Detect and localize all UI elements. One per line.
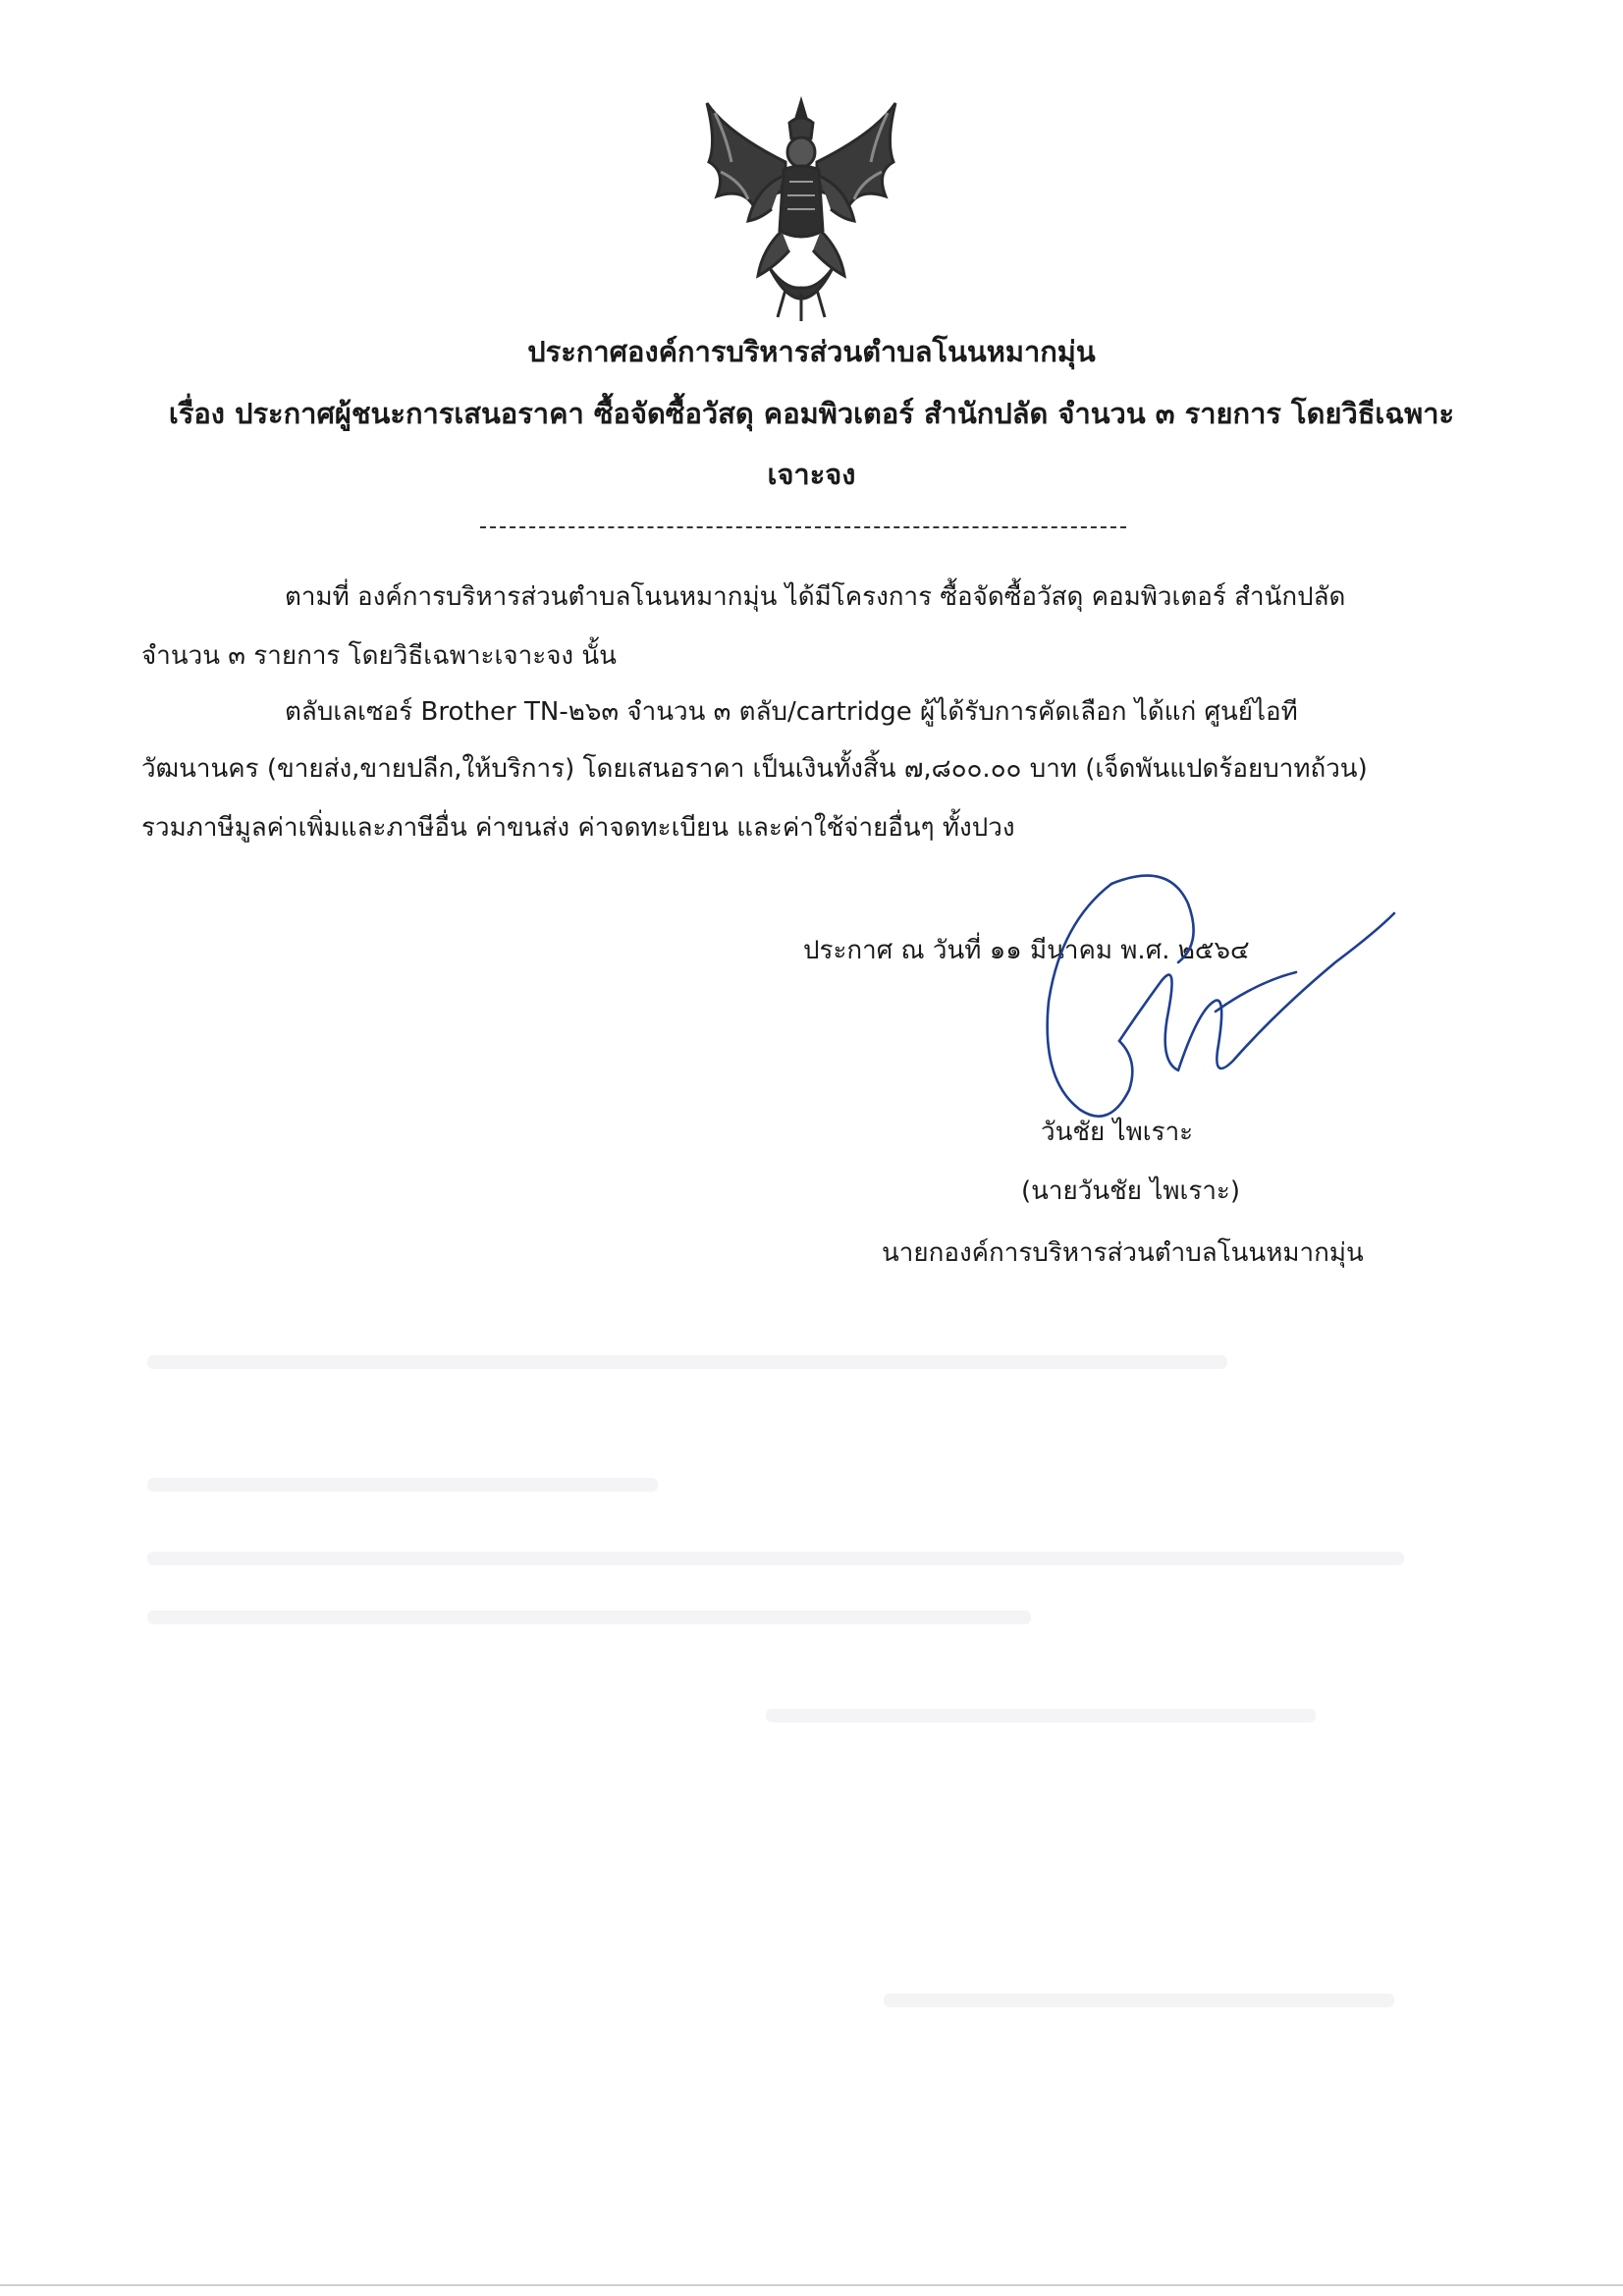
- handwritten-signature: [1021, 864, 1434, 1139]
- header-divider: [480, 526, 1126, 528]
- signer-name: วันชัย ไพเราะ: [1041, 1118, 1194, 1147]
- paragraph-1-line-1: ตามที่ องค์การบริหารส่วนตำบลโนนหมากมุ่น ได้มีโครงการ ซื้อจัดซื้อวัสดุ คอมพิวเตอร์ สำนักปลัด: [285, 582, 1346, 612]
- paragraph-2-line-2: วัฒนานคร (ขายส่ง,ขายปลีก,ให้บริการ) โดยเสนอราคา เป็นเงินทั้งสิ้น ๗,๘๐๐.๐๐ บาท (เจ็ดพันแปดร้อยบาทถ้วน): [141, 754, 1368, 784]
- paragraph-1-line-2: จำนวน ๓ รายการ โดยวิธีเฉพาะเจาะจง นั้น: [141, 641, 617, 671]
- paragraph-2-line-3: รวมภาษีมูลค่าเพิ่มและภาษีอื่น ค่าขนส่ง ค่าจดทะเบียน และค่าใช้จ่ายอื่นๆ ทั้งปวง: [141, 813, 1015, 843]
- bleed-through-mark: [147, 1611, 1031, 1624]
- bleed-through-mark: [147, 1552, 1404, 1565]
- signer-full-name: (นายวันชัย ไพเราะ): [1021, 1176, 1241, 1206]
- paragraph-2-line-1: ตลับเลเซอร์ Brother TN-๒๖๓ จำนวน ๓ ตลับ/cartridge ผู้ได้รับการคัดเลือก ได้แก่ ศูนย์ไอที: [285, 697, 1298, 727]
- scan-bottom-edge: [0, 2284, 1623, 2286]
- bleed-through-mark: [884, 1994, 1394, 2007]
- bleed-through-mark: [147, 1355, 1227, 1369]
- document-title: ประกาศองค์การบริหารส่วนตำบลโนนหมากมุ่น: [527, 335, 1096, 368]
- garuda-emblem-icon: [687, 93, 915, 325]
- document-subject: เรื่อง ประกาศผู้ชนะการเสนอราคา ซื้อจัดซื้อวัสดุ คอมพิวเตอร์ สำนักปลัด จำนวน ๓ รายการ โดยวิธีเฉพาะ: [168, 397, 1455, 430]
- bleed-through-mark: [147, 1478, 658, 1492]
- announcement-date: ประกาศ ณ วันที่ ๑๑ มีนาคม พ.ศ. ๒๕๖๔: [803, 936, 1250, 965]
- signer-position: นายกองค์การบริหารส่วนตำบลโนนหมากมุ่น: [882, 1238, 1364, 1268]
- bleed-through-mark: [766, 1709, 1316, 1722]
- document-subject-continued: เจาะจง: [767, 458, 856, 491]
